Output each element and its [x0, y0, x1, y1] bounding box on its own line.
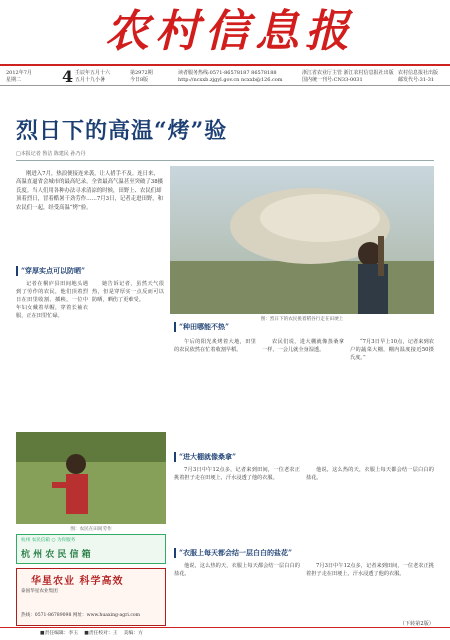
ad2-subtitle: 泰国华星农业集团: [21, 589, 58, 594]
main-photo: [170, 166, 434, 314]
body-col-1: 记者在桐庐县田间地头遇到了劳作的农民，他们顶着烈日在田里收割、插秧。一位中年妇女戴着草帽，穿着长袖衣服，正在田里忙碌。: [16, 281, 88, 320]
article-byline: □本报记者 鲁洁 陈建民 孙乃丹: [16, 151, 86, 157]
body-col-9: 7月3日中午12点多，记者来到田间，一位老农正挑着担子走在田埂上，汗水浸透了他的衣服。: [306, 563, 434, 578]
masthead: [0, 0, 450, 64]
body-col-5: “7月3日早上10点，记者来到农户的蔬菜大棚，棚内温度接近50摄氏度。”: [350, 339, 434, 362]
hotline: 读者服务热线:0571-86578187 86578188: [178, 70, 277, 76]
brand: 农村信息报社出版: [398, 70, 439, 76]
secondary-photo: [16, 432, 166, 524]
body-col-7: 他说，这么热的天，衣服上每天都会结一层白白的盐花。: [306, 467, 434, 482]
body-col-8: 他说，这么热的天，衣服上每天都会结一层白白的盐花。: [174, 563, 300, 578]
ad-huaxing[interactable]: [16, 568, 166, 626]
issue-weekday: 星期二: [6, 77, 22, 83]
photo-caption-2: 图：农民在田间劳作: [70, 527, 112, 532]
subheading-4: “衣服上每天都会结一层白白的盐花”: [174, 548, 292, 558]
footer-editor: ■责任编辑：李玉: [40, 631, 79, 636]
ad2-contact: 热线：0571-86789098 网址：www.huaxing-agri.com: [21, 613, 141, 618]
newspaper-title: 农村信息报: [105, 6, 355, 57]
cn-number: 国内统一刊号:CN33-0031: [302, 77, 363, 83]
footer-proof: ■责任校对：王: [84, 631, 118, 636]
ad-farmer-mailbox[interactable]: [16, 534, 166, 564]
continued-note: （下转第2版）: [399, 621, 434, 627]
website: http://ncxxb.zjgyl.gov.cn ncxxb@126.com: [178, 77, 283, 83]
lunar-date: 壬辰年五月十六: [75, 70, 111, 76]
photo-caption-1: 图：烈日下的农民挑着稻谷行走在田埂上: [260, 317, 344, 322]
subheading-2: “种田哪能不热”: [174, 322, 229, 332]
solar-term: 五月十九小暑: [75, 77, 106, 83]
body-col-2: 她告诉记者，虽然天气很热，但是穿厚实一点反而可以防晒，晒伤了更难受。: [92, 281, 164, 304]
day-number: 4: [62, 67, 74, 86]
body-col-3: 午后的阳光炙烤着大地，田里的农民依然在忙着收割早稻。: [174, 339, 256, 354]
ad2-title: 华星农业 科学高效: [31, 576, 124, 587]
subheading-1: “穿厚实点可以防晒”: [16, 266, 85, 276]
ad1-line: 杭州 农民信箱 ○ 为你服务: [21, 538, 76, 543]
article-lead: 刚进入7月，热浪便接连来袭，让人措手不及。连日来，高温直逼省会城市的最高纪录，全省最高气温甚至突破了38摄氏度。当人们用各种办法寻求清凉的时候，田野上、农民们却顶着烈日，冒着酷暑干劲劳作……7月3日，记者走进田野，和农民们一起，经受高温“烤”验。: [16, 171, 164, 211]
divider: [16, 160, 434, 161]
sponsor: 浙江省农业厅主管 浙江农村信息报社出版: [302, 70, 394, 76]
subheading-3: “进大棚就像桑拿”: [174, 452, 236, 462]
footer: [0, 628, 450, 640]
post-code: 邮发代号:31-31: [398, 77, 435, 83]
body-col-6: 7月3日中午12点多，记者来到田间，一位老农正挑着担子走在田埂上，汗水浸透了他的衣服。: [174, 467, 300, 482]
footer-design: 美编：方: [123, 631, 143, 636]
article-headline: 烈日下的高温“烤”验: [16, 118, 228, 144]
body-col-4: 农民们说，进大棚就像蒸桑拿一样，一会儿就全身湿透。: [262, 339, 344, 354]
issue-date: 2012年7月: [6, 70, 32, 76]
ad1-title: 杭 州 农 民 信 箱: [21, 550, 91, 560]
pages-count: 今日8版: [130, 77, 149, 83]
edition-number: 第2972期: [130, 70, 153, 76]
